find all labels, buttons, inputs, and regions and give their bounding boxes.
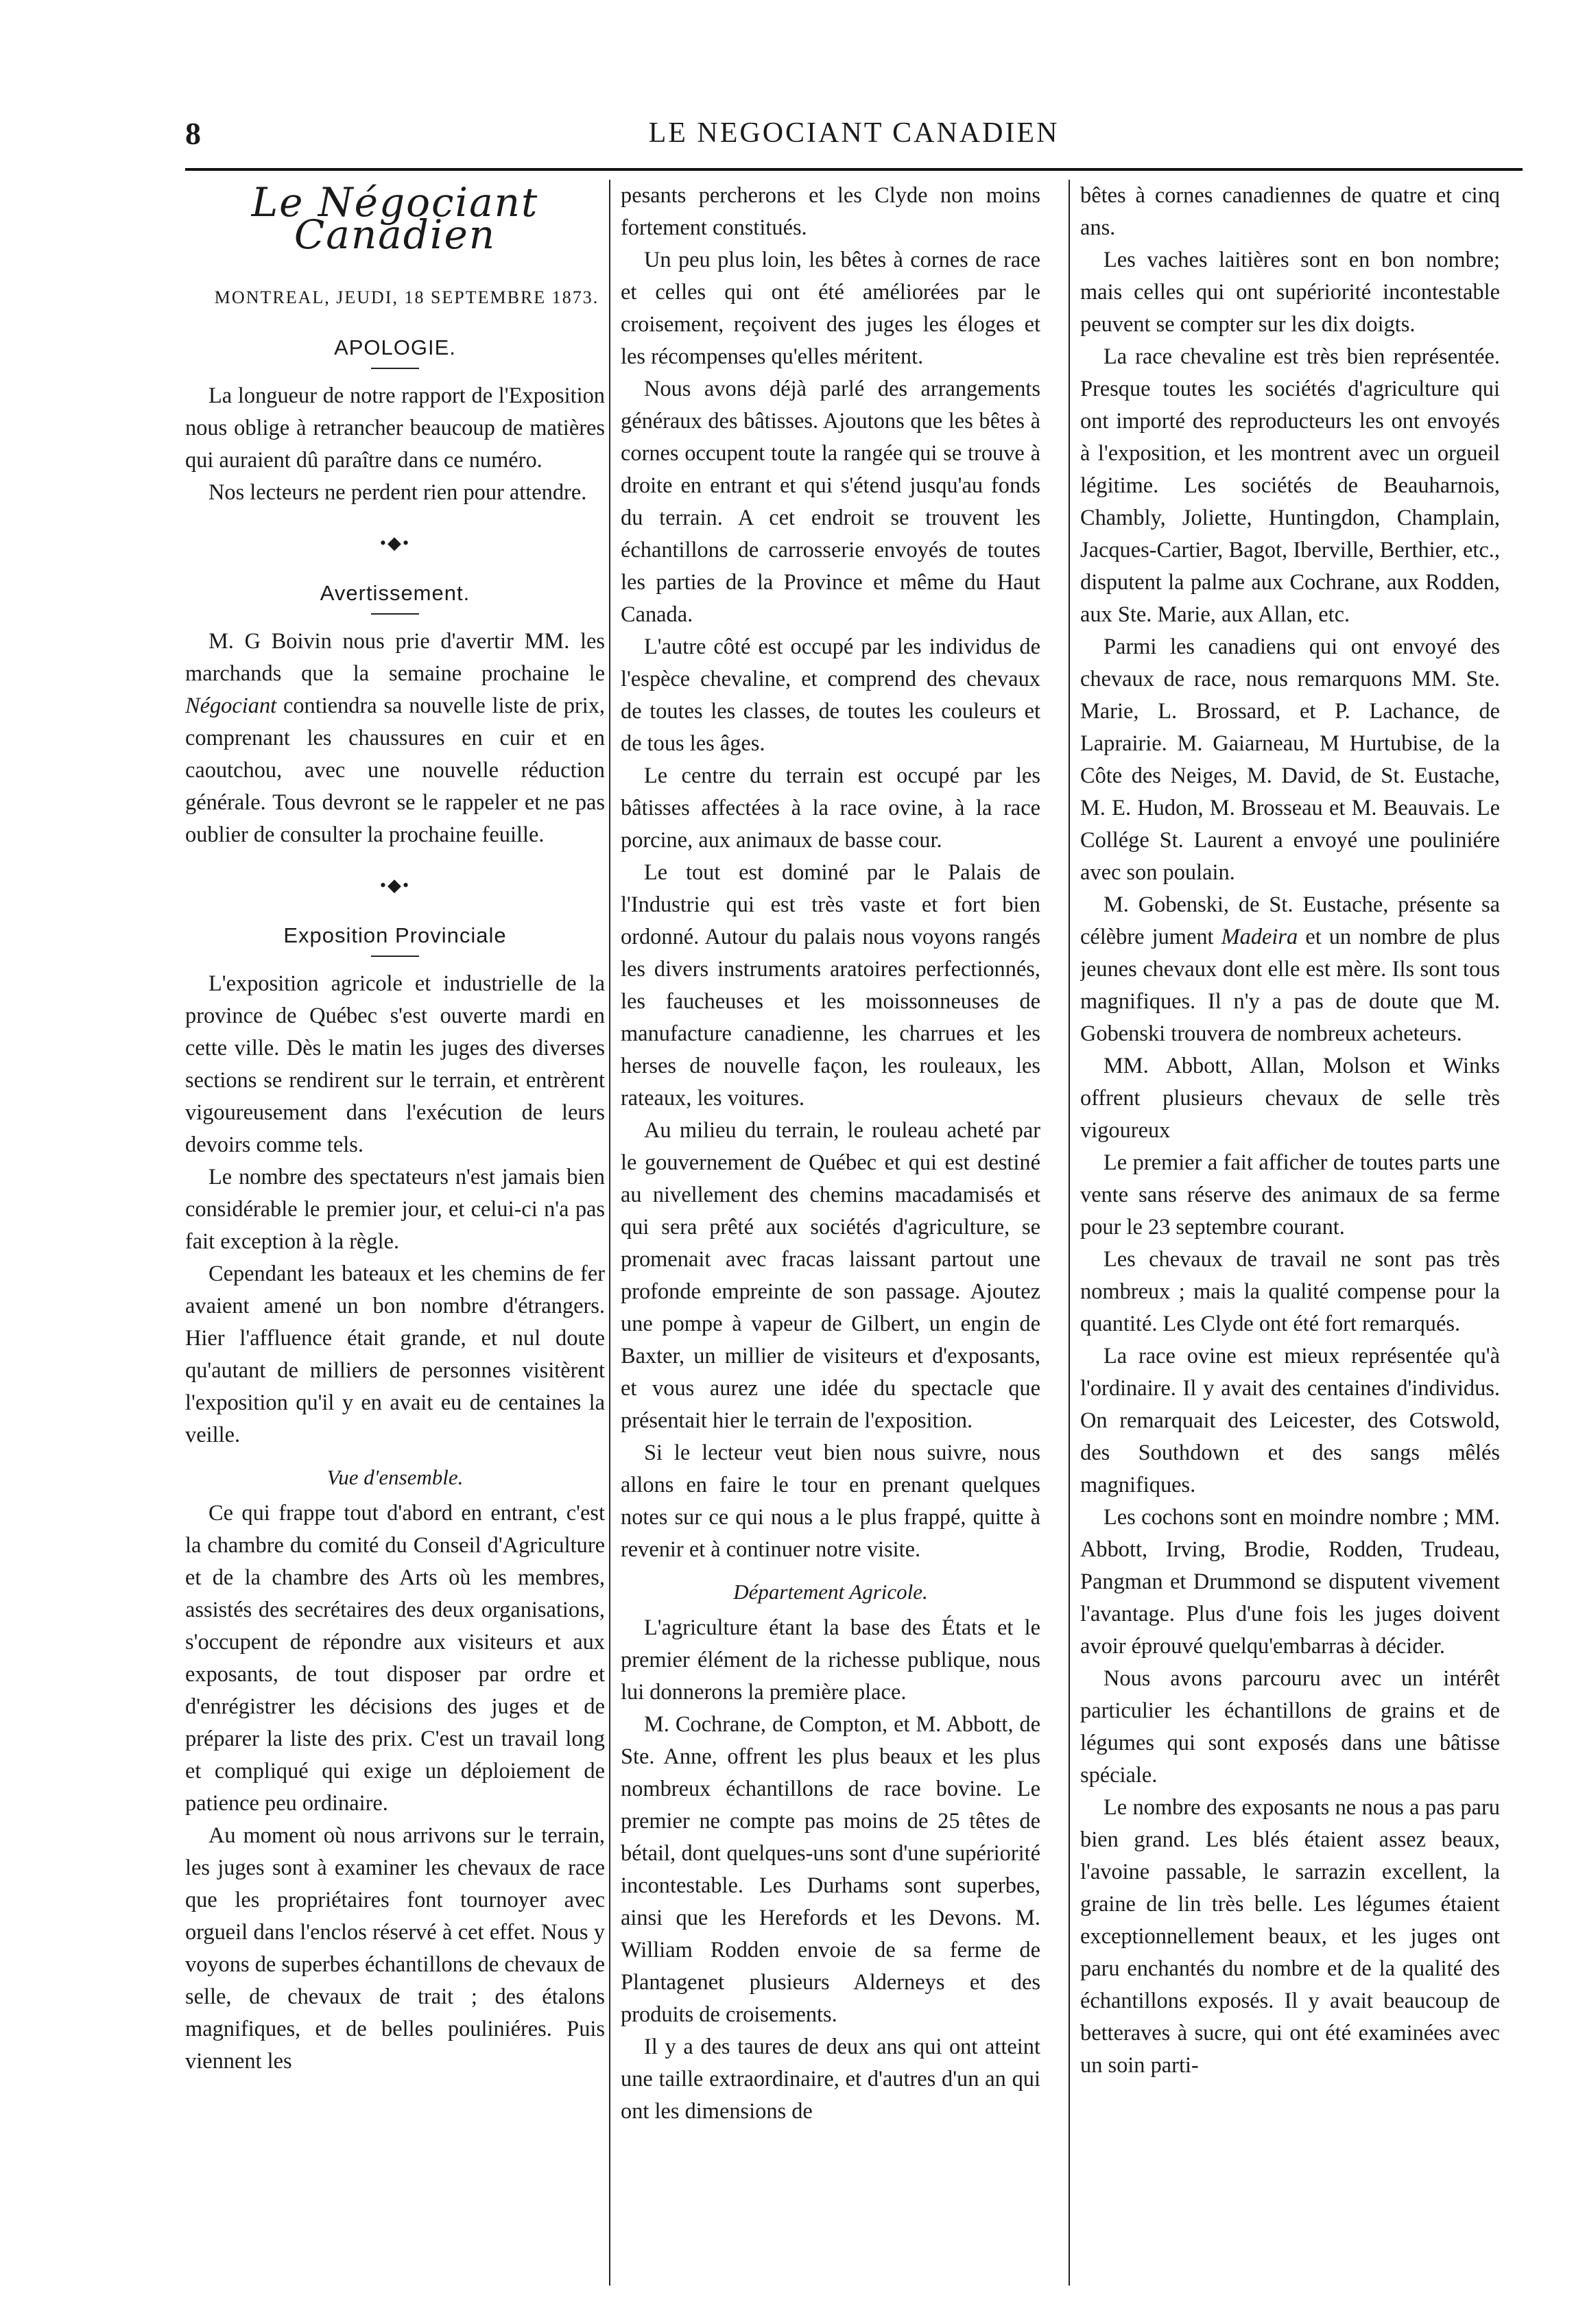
column-2: [621, 180, 1040, 2286]
paragraph: Les vaches laitières sont en bon nombre; mais celles qui ont supériorité incontestable peuvent se compter sur les dix doigts.: [1080, 248, 1500, 337]
paragraph: L'exposition agricole et industrielle de la province de Québec s'est ouverte mardi en cette ville. Dès le matin les juges des diverses sections se rendirent sur le terrain, et entrèrent vigoureusement dans l'exécution de leurs devoirs comme tels.: [185, 971, 605, 1157]
paragraph: L'agriculture étant la base des États et le premier élément de la richesse publique, nous lui donnerons la première place.: [621, 1615, 1040, 1705]
paragraph: La race ovine est mieux représentée qu'à l'ordinaire. Il y avait des centaines d'individus. On remarquait des Leicester, des Cotswold, des Southdown et des sangs mêlés magnifiques.: [1080, 1344, 1500, 1497]
paragraph: bêtes à cornes canadiennes de quatre et cinq ans.: [1080, 183, 1500, 240]
paragraph: pesants percherons et les Clyde non moins fortement constitués.: [621, 183, 1040, 240]
paragraph: L'autre côté est occupé par les individus de l'espèce chevaline, et comprend des chevaux de toutes les classes, de toutes les couleurs et de tous les âges.: [621, 635, 1040, 756]
header-rule: [185, 168, 1523, 171]
paragraph: M. Cochrane, de Compton, et M. Abbott, de Ste. Anne, offrent les plus beaux et les plus nombreux échantillons de race bovine. Le premier ne compte pas moins de 25 têtes de bétail, dont quelques-uns sont d'une supériorité incontestable. Les Durhams sont superbes, ainsi que les Herefords et les Devons. M. William Rodden envoie de sa ferme de Plantagenet plusieurs Alderneys et des produits de croisements.: [621, 1712, 1040, 2027]
paragraph: Le nombre des spectateurs n'est jamais bien considérable le premier jour, et celui-ci n'a pas fait exception à la règle.: [185, 1165, 605, 1254]
paragraph: La race chevaline est très bien représentée. Presque toutes les sociétés d'agriculture qui ont importé des reproducteurs les ont envoyés à l'exposition, et les montrent avec un orgueil légitime. Les sociétés de Beauharnois, Chambly, Joliette, Huntingdon, Champlain, Jacques-Cartier, Bagot, Iberville, Berthier, etc., disputent la palme aux Cochrane, aux Rodden, aux Ste. Marie, aux Allan, etc.: [1080, 344, 1500, 627]
masthead-title: Le Négociant Canadien: [251, 180, 539, 258]
paragraph: Au moment où nous arrivons sur le terrain, les juges sont à examiner les chevaux de race que les propriétaires font tournoyer avec orgueil dans l'enclos réservé à cet effet. Nous y voyons de superbes échantillons de chevaux de selle, de chevaux de trait ; des étalons magnifiques, et de belles pouliniéres. Puis viennent les: [185, 1823, 605, 2074]
column-rule: [1069, 180, 1070, 2286]
subheading-departement-agricole: Département Agricole.: [733, 1580, 928, 1604]
heading-rule: [371, 613, 419, 615]
paragraph: M. G Boivin nous prie d'avertir MM. les marchands que la semaine prochaine le Négociant contiendra sa nouvelle liste de prix, comprenant les chaussures en cuir et en caoutchou, avec une nouvelle réduction générale. Tous devront se le rappeler et ne pas oublier de consulter la prochaine feuille.: [185, 629, 605, 847]
paragraph: Nos lecteurs ne perdent rien pour attendre.: [208, 480, 587, 505]
ornament: •◆•: [379, 875, 411, 895]
paragraph: Ce qui frappe tout d'abord en entrant, c'est la chambre du comité du Conseil d'Agriculture et de la chambre des Arts où les membres, assistés des secrétaires des deux organisations, s'occupent de répondre aux visiteurs et aux exposants, de tout disposer par ordre et d'enrégistrer les décisions des juges et de préparer la liste des prix. C'est un travail long et compliqué qui exige un déploiement de patience peu ordinaire.: [185, 1501, 605, 1816]
paragraph: Si le lecteur veut bien nous suivre, nous allons en faire le tour en prenant quelques notes sur ce qui nous a le plus frappé, quitte à revenir et à continuer notre visite.: [621, 1440, 1040, 1562]
running-head: [185, 115, 1523, 156]
column-3: [1080, 180, 1500, 2286]
column-1: [185, 180, 605, 2286]
heading-rule: [371, 368, 419, 369]
paragraph: Il y a des taures de deux ans qui ont atteint une taille extraordinaire, et d'autres d'un an qui ont les dimensions de: [621, 2035, 1040, 2124]
paragraph: Les cochons sont en moindre nombre ; MM. Abbott, Irving, Brodie, Rodden, Trudeau, Pangman et Drummond se disputent vivement l'avantage. Plus d'une fois les juges doivent avoir éprouvé quelqu'embarras à décider.: [1080, 1505, 1500, 1659]
page-number: 8: [185, 116, 201, 151]
paragraph: Le centre du terrain est occupé par les bâtisses affectées à la race ovine, à la race porcine, aux animaux de basse cour.: [621, 763, 1040, 853]
running-title: LE NEGOCIANT CANADIEN: [648, 117, 1060, 149]
paragraph: Le nombre des exposants ne nous a pas paru bien grand. Les blés étaient assez beaux, l'avoine passable, le sarrazin excellent, la graine de lin très belle. Les légumes étaient exceptionnellement beaux, et les juges ont paru enchantés du nombre et de la qualité des échantillons exposés. Il y avait beaucoup de betteraves à sucre, qui ont été examinées avec un soin parti-: [1080, 1795, 1500, 2078]
dateline: MONTREAL, JEUDI, 18 SEPTEMBRE 1873.: [214, 287, 599, 307]
paragraph: Parmi les canadiens qui ont envoyé des chevaux de race, nous remarquons MM. Ste. Marie, L. Brossard, et P. Lachance, de Laprairie. M. Gaiarneau, M Hurtubise, de la Côte des Neiges, M. David, de St. Eustache, M. E. Hudon, M. Brosseau et M. Beauvais. Le Collége St. Laurent a envoyé une pouliniére avec son poulain.: [1080, 635, 1500, 885]
heading-rule: [371, 956, 419, 957]
ornament: •◆•: [379, 533, 411, 553]
paragraph: Le premier a fait afficher de toutes parts une vente sans réserve des animaux de sa ferme pour le 23 septembre courant.: [1080, 1150, 1500, 1240]
article-heading-exposition: Exposition Provinciale: [283, 923, 507, 947]
paragraph: Un peu plus loin, les bêtes à cornes de race et celles qui ont été améliorées par le croisement, reçoivent des juges les éloges et les récompenses qu'elles méritent.: [621, 248, 1040, 369]
paragraph: La longueur de notre rapport de l'Exposition nous oblige à retrancher beaucoup de matières qui auraient dû paraître dans ce numéro.: [185, 383, 605, 473]
paragraph: MM. Abbott, Allan, Molson et Winks offrent plusieurs chevaux de selle très vigoureux: [1080, 1054, 1500, 1143]
article-heading-avertissement: Avertissement.: [320, 581, 470, 605]
paragraph: M. Gobenski, de St. Eustache, présente sa célèbre jument Madeira et un nombre de plus jeunes chevaux dont elle est mère. Ils sont tous magnifiques. Il n'y a pas de doute que M. Gobenski trouvera de nombreux acheteurs.: [1080, 892, 1500, 1046]
subheading-vue-ensemble: Vue d'ensemble.: [326, 1465, 464, 1489]
paragraph: Cependant les bateaux et les chemins de fer avaient amené un bon nombre d'étrangers. Hier l'affluence était grande, et nul doute qu'autant de milliers de personnes visitèrent l'exposition qu'il y en avait eu de centaines la veille.: [185, 1261, 605, 1447]
paragraph: Le tout est dominé par le Palais de l'Industrie qui est très vaste et fort bien ordonné. Autour du palais nous voyons rangés les divers instruments aratoires perfectionnés, les faucheuses et les moissonneuses de manufacture canadienne, les charrues et les herses de nouvelle façon, les rouleaux, les rateaux, les voitures.: [621, 860, 1040, 1111]
paragraph: Les chevaux de travail ne sont pas très nombreux ; mais la qualité compense pour la quantité. Les Clyde ont été fort remarqués.: [1080, 1247, 1500, 1336]
column-rule: [609, 180, 610, 2286]
paragraph: Nous avons déjà parlé des arrangements généraux des bâtisses. Ajoutons que les bêtes à cornes occupent toute la rangée qui se trouve à droite en entrant et qui s'étend jusqu'au fonds du terrain. A cet endroit se trouvent les échantillons de carrosserie envoyés de toutes les parties de la Province et même du Haut Canada.: [621, 377, 1040, 627]
article-heading-apologie: APOLOGIE.: [334, 335, 456, 359]
paragraph: Nous avons parcouru avec un intérêt particulier les échantillons de grains et de légumes qui sont exposés dans une bâtisse spéciale.: [1080, 1666, 1500, 1788]
paragraph: Au milieu du terrain, le rouleau acheté par le gouvernement de Québec et qui est destiné au nivellement des chemins macadamisés et qui sera prêté aux sociétés d'agriculture, se promenait avec fracas laissant partout une profonde empreinte de son passage. Ajoutez une pompe à vapeur de Gilbert, un engin de Baxter, un millier de visiteurs et d'exposants, et vous aurez une idée du spectacle que présentait hier le terrain de l'exposition.: [621, 1118, 1040, 1433]
